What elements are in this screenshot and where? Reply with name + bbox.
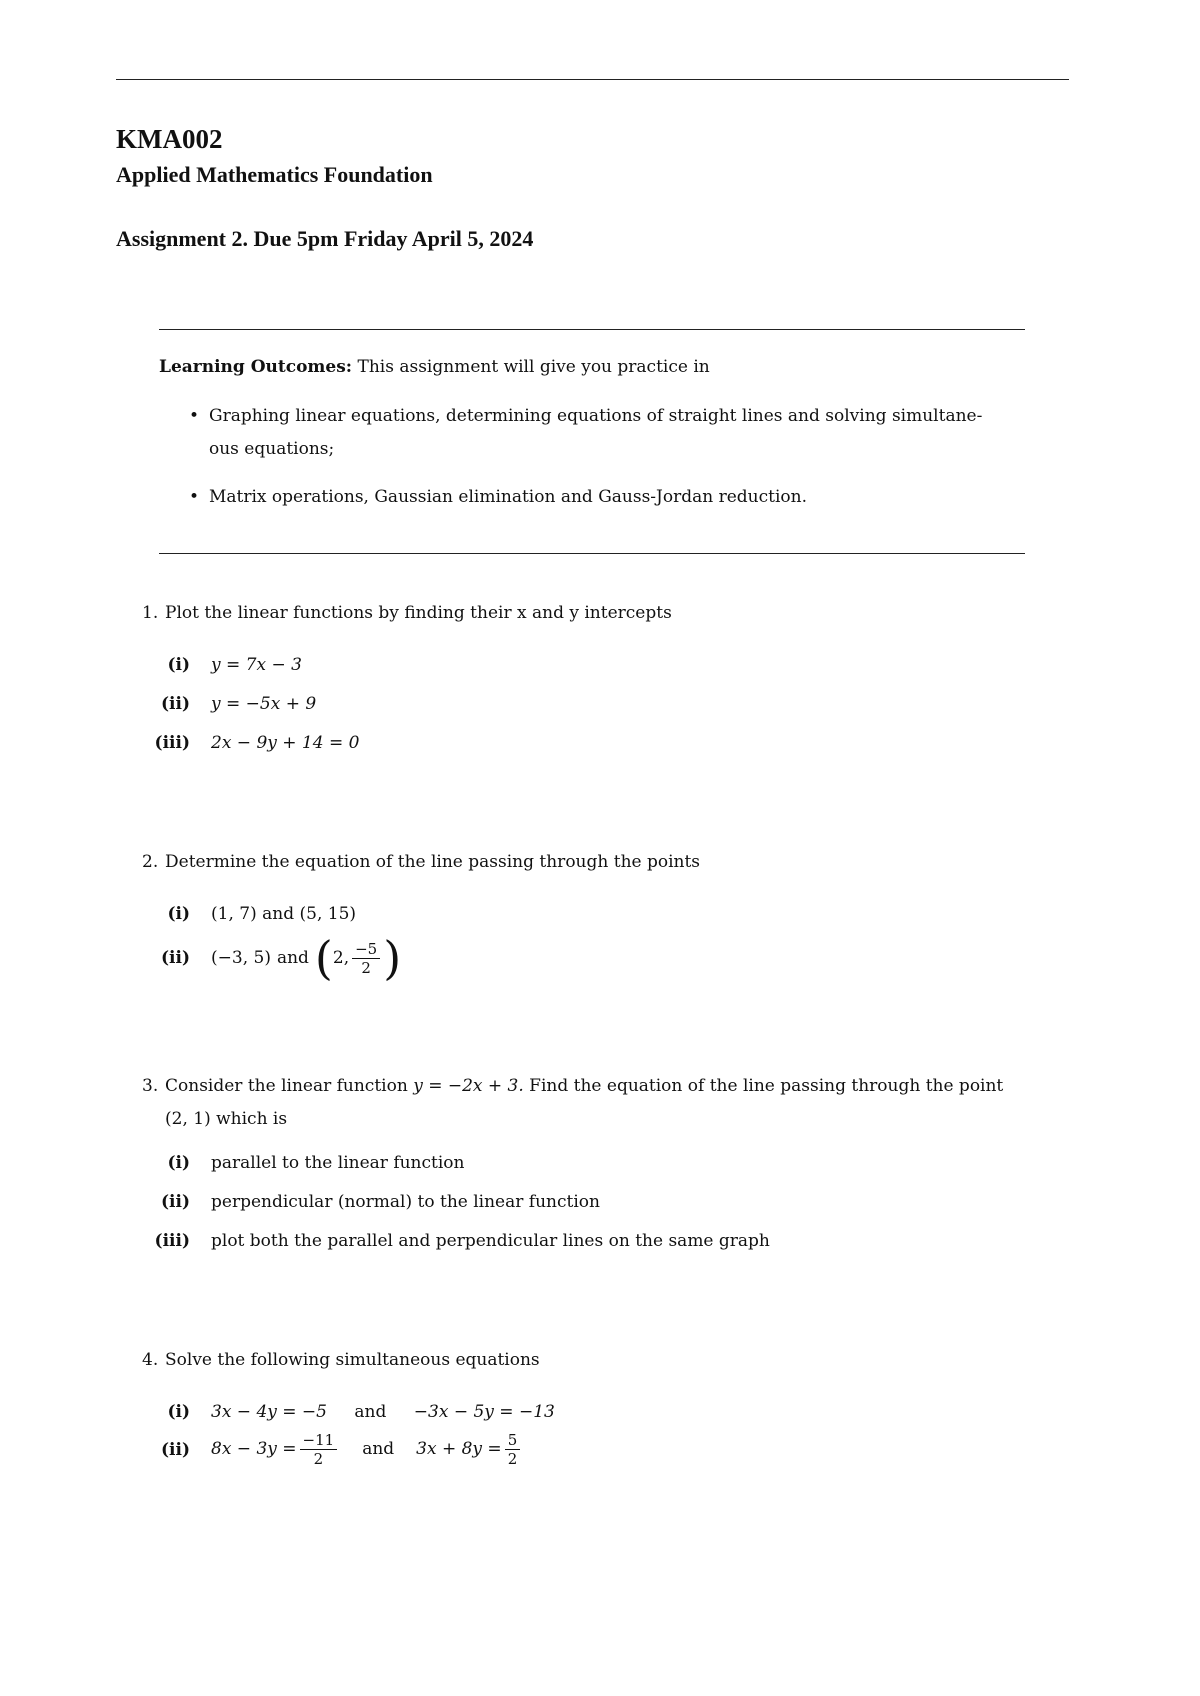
outcomes-bottom-rule (159, 553, 1025, 554)
and-text: and (276, 948, 309, 968)
top-rule (116, 79, 1069, 80)
question-number: 1. (142, 603, 159, 623)
question-4 (142, 1350, 540, 1370)
outcome-item (189, 481, 1029, 514)
equation-lhs: 8x − 3y = (211, 1439, 297, 1459)
point: (−3, 5) (211, 948, 271, 968)
part-text: perpendicular (normal) to the linear function (211, 1192, 600, 1212)
fraction (505, 1431, 521, 1468)
outcome-item-line1: Graphing linear equations, determining equations of straight lines and solving simultane- (209, 406, 983, 426)
question-number: 2. (142, 852, 159, 872)
denominator: 2 (361, 958, 371, 977)
numerator: −11 (300, 1431, 338, 1450)
question-text: Determine the equation of the line passing through the points (165, 852, 701, 872)
var-x: x (516, 603, 527, 623)
equation: 3x − 4y = −5 (211, 1402, 327, 1422)
denominator: 2 (507, 1449, 518, 1468)
numerator: −5 (352, 940, 380, 959)
denominator: 2 (313, 1449, 324, 1468)
equation: y = −5x + 9 (211, 694, 317, 714)
bullet-icon: • (189, 406, 200, 426)
assignment-title: Assignment 2. Due 5pm Friday April 5, 2024 (116, 226, 534, 251)
question-text: and (526, 603, 570, 623)
part-label: (ii) (160, 1440, 190, 1460)
point-x: 2, (332, 948, 350, 968)
fraction (352, 940, 380, 977)
part-label: (iii) (154, 1231, 190, 1251)
question-3 (142, 1070, 1075, 1136)
question-2 (142, 852, 701, 872)
point: (5, 15) (299, 904, 357, 924)
equation: y = 7x − 3 (211, 655, 302, 675)
question-text: intercepts (578, 603, 672, 623)
question-number: 4. (142, 1350, 159, 1370)
fraction (300, 1431, 338, 1468)
equation-lhs: 3x + 8y = (416, 1439, 502, 1459)
learning-outcomes-intro (159, 357, 710, 377)
part-label: (ii) (160, 694, 190, 714)
question-text: Solve the following simultaneous equations (165, 1350, 540, 1370)
question-text: (2, 1) which is (165, 1109, 288, 1129)
bullet-icon: • (189, 487, 200, 507)
learning-outcomes-text: This assignment will give you practice in (352, 357, 710, 377)
part-text: parallel to the linear function (211, 1153, 465, 1173)
part-label: (ii) (160, 948, 190, 968)
part-label: (i) (167, 655, 190, 675)
and-text: and (354, 1402, 387, 1422)
part-label: (iii) (154, 733, 190, 753)
course-code: KMA002 (116, 124, 223, 154)
question-text: Find the equation of the line passing through the point (523, 1076, 1004, 1096)
part-label: (i) (167, 1402, 190, 1422)
course-name: Applied Mathematics Foundation (116, 162, 433, 187)
equation: −3x − 5y = −13 (413, 1402, 555, 1422)
outcome-item-text: Matrix operations, Gaussian elimination and Gauss-Jordan reduction. (209, 487, 807, 507)
question-text: Consider the linear function (165, 1076, 414, 1096)
numerator: 5 (505, 1431, 521, 1450)
question-1 (142, 603, 672, 623)
right-paren: ) (383, 931, 402, 985)
part-text: plot both the parallel and perpendicular lines on the same graph (211, 1231, 770, 1251)
equation: 2x − 9y + 14 = 0 (211, 733, 360, 753)
var-y: y (569, 603, 579, 623)
function: y = −2x + 3. (413, 1076, 524, 1096)
point: (1, 7) (211, 904, 257, 924)
and-text: and (262, 904, 295, 924)
outcomes-top-rule (159, 329, 1025, 330)
part-label: (ii) (160, 1192, 190, 1212)
part-label: (i) (167, 904, 190, 924)
outcome-item (189, 400, 1029, 466)
left-paren: ( (314, 931, 333, 985)
learning-outcomes-label: Learning Outcomes: (159, 357, 353, 377)
part-label: (i) (167, 1153, 190, 1173)
question-number: 3. (142, 1076, 159, 1096)
question-text: Plot the linear functions by finding their (165, 603, 517, 623)
and-text: and (362, 1439, 395, 1459)
outcome-item-line2: ous equations; (209, 439, 335, 459)
